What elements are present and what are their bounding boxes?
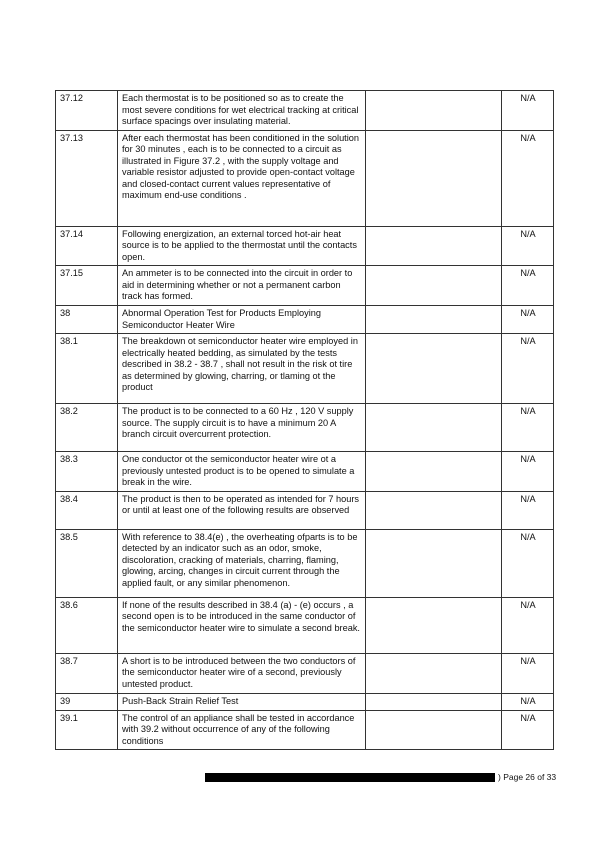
result-remark: [366, 226, 502, 266]
clause-number: 38.3: [56, 452, 118, 492]
clause-number: 37.12: [56, 91, 118, 131]
table-row: [56, 266, 554, 306]
clause-number: 38: [56, 306, 118, 334]
clause-number: 37.15: [56, 266, 118, 306]
clause-number: 38.7: [56, 653, 118, 693]
page-footer: [205, 773, 556, 782]
verdict: N/A: [502, 653, 554, 693]
table-row: [56, 306, 554, 334]
result-remark: [366, 529, 502, 597]
result-remark: [366, 266, 502, 306]
requirement-text: The breakdown ot semiconductor heater wire employed in electrically heated bedding, as simulated by the tests described in 38.2 - 38.7 , shall not result in the risk ot tire as determined by glowing, charring, or tlaming ot the product: [118, 334, 366, 404]
table-row: [56, 653, 554, 693]
verdict: N/A: [502, 693, 554, 710]
clause-number: 37.13: [56, 130, 118, 226]
verdict: N/A: [502, 491, 554, 529]
result-remark: [366, 693, 502, 710]
verdict: N/A: [502, 529, 554, 597]
result-remark: [366, 334, 502, 404]
requirement-text: Following energization, an external torced hot-air heat source is to be applied to the thermostat until the contacts open.: [118, 226, 366, 266]
clause-number: 38.6: [56, 597, 118, 653]
requirement-text: The control of an appliance shall be tested in accordance with 39.2 without occurrence of any of the following conditions: [118, 710, 366, 750]
requirement-text: The product is to be connected to a 60 Hz , 120 V supply source. The supply circuit is to have a minimum 20 A branch circuit overcurrent protection.: [118, 404, 366, 452]
verdict: N/A: [502, 91, 554, 131]
clause-table: [55, 90, 554, 750]
clause-number: 37.14: [56, 226, 118, 266]
table-row: [56, 226, 554, 266]
verdict: N/A: [502, 334, 554, 404]
result-remark: [366, 491, 502, 529]
clause-number: 38.4: [56, 491, 118, 529]
result-remark: [366, 91, 502, 131]
clause-number: 38.1: [56, 334, 118, 404]
result-remark: [366, 306, 502, 334]
table-row: [56, 710, 554, 750]
requirement-text: A short is to be introduced between the two conductors of the semiconductor heater wire of a second, previously untested product.: [118, 653, 366, 693]
result-remark: [366, 452, 502, 492]
requirement-text: With reference to 38.4(e) , the overheating ofparts is to be detected by an indicator such as an odor, smoke, discoloration, cracking of materials, charring, flaming, glowing, arcing, changes in circuit current through the applied fault, or any similar phenomenon.: [118, 529, 366, 597]
table-row: [56, 452, 554, 492]
page-number: ) Page 26 of 33: [498, 772, 557, 782]
requirement-text: An ammeter is to be connected into the circuit in order to aid in determining whether or not a permanent carbon track has formed.: [118, 266, 366, 306]
requirement-text: Abnormal Operation Test for Products Employing Semiconductor Heater Wire: [118, 306, 366, 334]
table-row: [56, 529, 554, 597]
verdict: N/A: [502, 306, 554, 334]
clause-number: 39.1: [56, 710, 118, 750]
result-remark: [366, 653, 502, 693]
verdict: N/A: [502, 266, 554, 306]
verdict: N/A: [502, 597, 554, 653]
requirement-text: Each thermostat is to be positioned so as to create the most severe conditions for wet electrical tracking at critical surface spacings over insulating material.: [118, 91, 366, 131]
result-remark: [366, 710, 502, 750]
requirement-text: The product is then to be operated as intended for 7 hours or until at least one of the following results are observed: [118, 491, 366, 529]
verdict: N/A: [502, 130, 554, 226]
verdict: N/A: [502, 226, 554, 266]
result-remark: [366, 597, 502, 653]
result-remark: [366, 130, 502, 226]
table-row: [56, 491, 554, 529]
clause-number: 38.2: [56, 404, 118, 452]
verdict: N/A: [502, 710, 554, 750]
redaction-bar: [205, 773, 495, 782]
table-row: [56, 404, 554, 452]
clause-number: 38.5: [56, 529, 118, 597]
table-row: [56, 130, 554, 226]
table-row: [56, 91, 554, 131]
requirement-text: If none of the results described in 38.4 (a) - (e) occurs , a second open is to be introduced in the same conductor of the semiconductor heater wire to simulate a second break.: [118, 597, 366, 653]
requirement-text: One conductor ot the semiconductor heater wire ot a previously untested product is to be opened to simulate a break in the wire.: [118, 452, 366, 492]
requirement-text: After each thermostat has been conditioned in the solution for 30 minutes , each is to be connected to a circuit as illustrated in Figure 37.2 , with the supply voltage and variable resistor adjusted to provide open-contact voltage and closed-contact current values representative of maximum end-use conditions .: [118, 130, 366, 226]
verdict: N/A: [502, 404, 554, 452]
verdict: N/A: [502, 452, 554, 492]
result-remark: [366, 404, 502, 452]
requirement-text: Push-Back Strain Relief Test: [118, 693, 366, 710]
table-row: [56, 334, 554, 404]
clause-number: 39: [56, 693, 118, 710]
table-row: [56, 693, 554, 710]
table-row: [56, 597, 554, 653]
